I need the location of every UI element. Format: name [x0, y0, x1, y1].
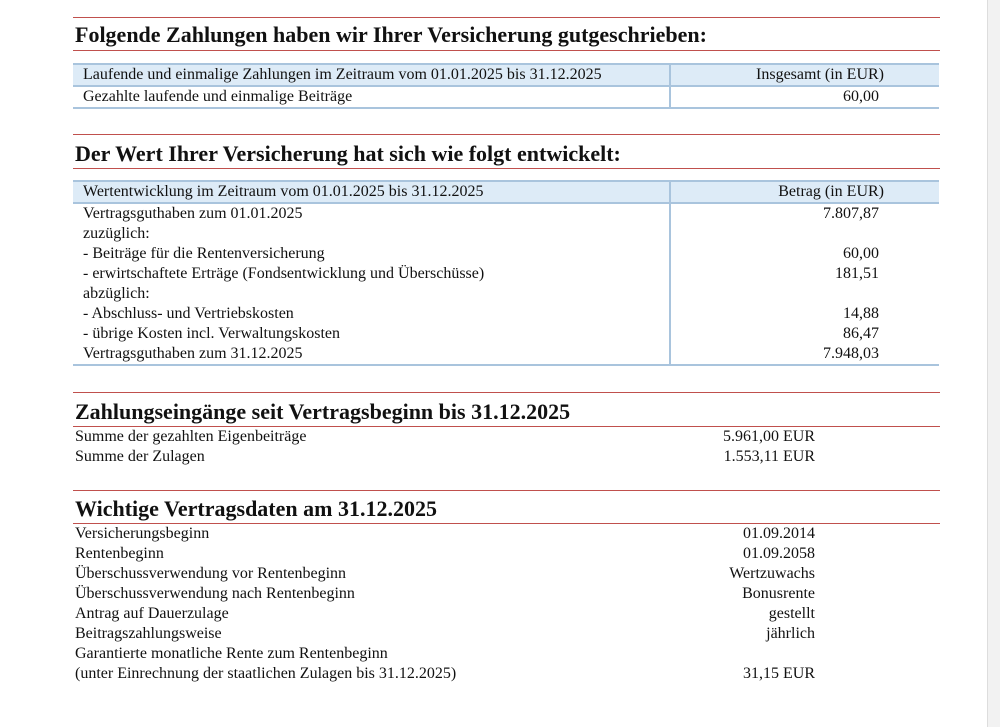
rule: [73, 50, 940, 51]
contract-data-list: [75, 524, 815, 684]
header-right: Insgesamt (in EUR): [756, 66, 884, 83]
value-table-body: [73, 204, 939, 366]
item-label: Beitragszahlungsweise: [75, 625, 222, 642]
header-left: Wertentwicklung im Zeitraum vom 01.01.2025 bis 31.12.2025: [83, 183, 484, 200]
row-label: - übrige Kosten incl. Verwaltungskosten: [83, 325, 340, 342]
section-heading-receipts: Zahlungseingänge seit Vertragsbeginn bis 31.12.2025: [75, 399, 571, 424]
list-item: [75, 447, 815, 467]
table-row: [73, 324, 939, 344]
row-label: Vertragsguthaben zum 01.01.2025: [83, 205, 303, 222]
header-left: Laufende und einmalige Zahlungen im Zeitraum vom 01.01.2025 bis 31.12.2025: [83, 66, 602, 83]
row-value: 86,47: [843, 325, 879, 342]
row-label: Gezahlte laufende und einmalige Beiträge: [83, 88, 353, 105]
row-label: abzüglich:: [83, 285, 150, 302]
item-value: 01.09.2014: [743, 525, 815, 542]
item-label: Überschussverwendung nach Rentenbeginn: [75, 585, 355, 602]
row-label: - Beiträge für die Rentenversicherung: [83, 245, 325, 262]
table-row: [73, 264, 939, 284]
item-value: gestellt: [768, 605, 815, 622]
header-right: Betrag (in EUR): [778, 183, 884, 200]
row-value: 60,00: [843, 88, 879, 105]
item-value: jährlich: [766, 625, 815, 642]
list-item: [75, 664, 815, 684]
section-heading-value: Der Wert Ihrer Versicherung hat sich wie folgt entwickelt:: [75, 141, 621, 166]
rule: [73, 490, 940, 491]
table-row: [73, 304, 939, 324]
receipts-list: [75, 427, 815, 467]
list-item: [75, 624, 815, 644]
payments-table-header: [73, 63, 939, 87]
section-heading-payments: Folgende Zahlungen haben wir Ihrer Versicherung gutgeschrieben:: [75, 22, 707, 47]
rule: [73, 134, 940, 135]
item-label: Summe der gezahlten Eigenbeiträge: [75, 428, 307, 445]
item-value: 01.09.2058: [743, 545, 815, 562]
payments-table-body: [73, 87, 939, 109]
rule: [73, 17, 940, 18]
row-value: 7.948,03: [823, 345, 879, 362]
item-label: Versicherungsbeginn: [75, 525, 210, 542]
item-value: Bonusrente: [742, 585, 815, 602]
value-table: [73, 180, 939, 366]
table-row: [73, 284, 939, 304]
row-value: 181,51: [835, 265, 879, 282]
payments-table: [73, 63, 939, 109]
item-value: 1.553,11 EUR: [723, 448, 815, 465]
row-value: 14,88: [843, 305, 879, 322]
table-row: [73, 204, 939, 224]
list-item: [75, 427, 815, 447]
list-item: [75, 644, 815, 664]
table-row: [73, 87, 939, 107]
item-label: Rentenbeginn: [75, 545, 164, 562]
section-heading-contract-data: Wichtige Vertragsdaten am 31.12.2025: [75, 496, 437, 521]
item-label: Antrag auf Dauerzulage: [75, 605, 229, 622]
row-label: - Abschluss- und Vertriebskosten: [83, 305, 294, 322]
list-item: [75, 544, 815, 564]
row-label: zuzüglich:: [83, 225, 150, 242]
row-value: 7.807,87: [823, 205, 879, 222]
value-table-header: [73, 180, 939, 204]
list-item: [75, 604, 815, 624]
list-item: [75, 524, 815, 544]
list-item: [75, 564, 815, 584]
rule: [73, 168, 940, 169]
item-value: 31,15 EUR: [743, 665, 815, 682]
rule: [73, 392, 940, 393]
item-label: Garantierte monatliche Rente zum Rentenbeginn: [75, 645, 388, 662]
item-label: (unter Einrechnung der staatlichen Zulagen bis 31.12.2025): [75, 665, 457, 682]
row-value: 60,00: [843, 245, 879, 262]
page-edge: [987, 0, 1000, 727]
table-row: [73, 344, 939, 364]
item-value: 5.961,00 EUR: [723, 428, 815, 445]
item-label: Überschussverwendung vor Rentenbeginn: [75, 565, 347, 582]
row-label: - erwirtschaftete Erträge (Fondsentwicklung und Überschüsse): [83, 265, 485, 282]
table-row: [73, 244, 939, 264]
item-value: Wertzuwachs: [729, 565, 815, 582]
list-item: [75, 584, 815, 604]
table-row: [73, 224, 939, 244]
item-label: Summe der Zulagen: [75, 448, 205, 465]
row-label: Vertragsguthaben zum 31.12.2025: [83, 345, 303, 362]
